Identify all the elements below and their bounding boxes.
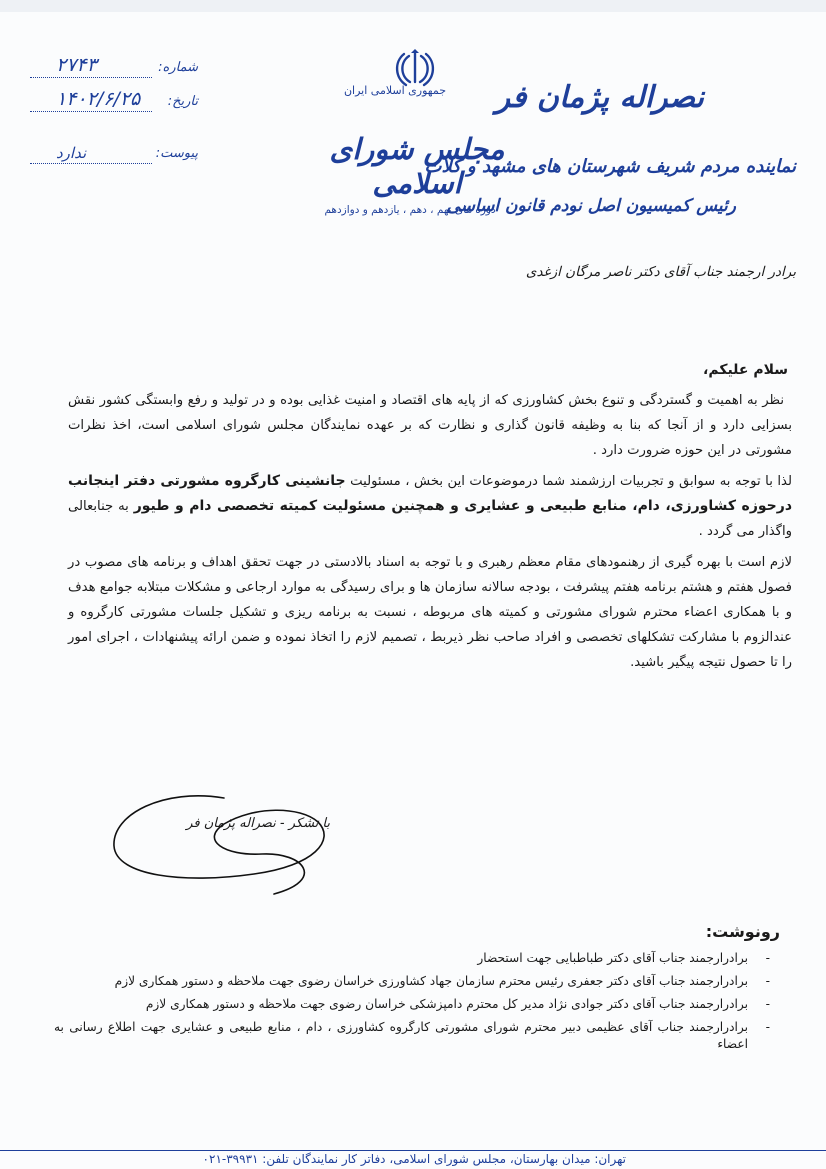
recipient-line: برادر ارجمند جناب آقای دکتر ناصر مرگان ازغدی [525, 264, 796, 280]
scan-edge [0, 0, 826, 12]
letter-body [68, 388, 792, 675]
paragraph-2-start: لذا با توجه به سوابق و تجربیات ارزشمند شما درموضوعات این بخش ، مسئولیت [350, 474, 792, 489]
cc-dash: - [765, 974, 770, 988]
cc-item-text: برادرارجمند جناب آقای دکتر جعفری رئیس محترم سازمان جهاد کشاورزی خراسان رضوی جهت ملاحظه و دستور همکاری لازم [114, 974, 748, 988]
country-name: جمهوری اسلامی ایران [343, 84, 447, 97]
iran-emblem-icon [392, 48, 438, 88]
sender-constituency: نماینده مردم شریف شهرستان های مشهد و کلات [424, 156, 796, 177]
attachment-row [20, 140, 198, 170]
letter-date-label: تاریخ: [167, 94, 198, 109]
cc-item [54, 973, 770, 990]
parliament-terms: دوره های نهم ، دهم ، یازدهم و دوازدهم [324, 204, 496, 216]
paragraph-1: نظر به اهمیت و گستردگی و تنوع بخش کشاورزی که از پایه های اقتصاد و امنیت غذایی بوده و در تولید و رفع وابستگی کشور نقش بسزایی دارد و از آنجا که بنا به وظیفه قانون گذاری و نظارت که بر عهده نمایندگان مجلس شورای اسلامی است، اخذ نظرات مشورتی در این حوزه ضرورت دارد . [68, 393, 792, 458]
cc-item [54, 950, 770, 967]
cc-list [54, 950, 770, 1059]
cc-title: رونوشت: [705, 922, 780, 941]
letter-date-row [20, 88, 198, 118]
sender-committee: رئیس کمیسیون اصل نودم قانون اساسی [446, 196, 736, 216]
cc-item-text: برادرارجمند جناب آقای دکتر طباطبایی جهت استحضار [477, 951, 748, 965]
paragraph-3: لازم است با بهره گیری از رهنمودهای مقام معظم رهبری و با توجه به اسناد بالادستی در جهت تحقق اهداف و برنامه های مصوب در فصول هفتم و هشتم برنامه هفتم پیشرفت ، بودجه سالانه سازمان ها و برای رسیدگی به موارد ارجاعی و مشکلات مبتلابه جوامع هدف و با همکاری اعضاء محترم شورای مشورتی و کمیته های مربوطه ، نسبت به برنامه ریزی و تشکیل جلسات مشورتی کارگروه و عندالزوم با مشارکت تشکلهای تخصصی و افراد صاحب نظر ذیربط ، تصمیم لازم را اتخاذ نموده و ضمن ارائه پیشنهادات ، اجرای امور را تا حصول نتیجه پیگیر باشید. [68, 555, 792, 670]
footer-divider [0, 1150, 826, 1151]
sender-name: نصراله پژمان فر [495, 80, 704, 115]
letter-number-row [20, 54, 198, 84]
cc-item [54, 996, 770, 1013]
dotted-line [30, 163, 152, 164]
cc-item-text: برادرارجمند جناب آقای دکتر جوادی نژاد مدیر کل محترم دامپزشکی خراسان رضوی جهت ملاحظه و دستور همکاری لازم [145, 997, 748, 1011]
cc-dash: - [765, 1020, 770, 1034]
paragraph-2 [68, 469, 792, 544]
letter-date-value: ۱۴۰۲/۶/۲۵ [56, 88, 141, 110]
letter-number-value: ۲۷۴۳ [56, 54, 97, 76]
dotted-line [30, 77, 152, 78]
signature-text: با تشکر - نصراله پژمان فر [186, 816, 330, 831]
attachment-label: پیوست: [155, 146, 198, 161]
cc-dash: - [765, 997, 770, 1011]
signature-block [104, 784, 344, 904]
footer-address: تهران: میدان بهارستان، مجلس شورای اسلامی، دفاتر کار نمایندگان تلفن: ۳۹۹۳۱-۰۲۱ [202, 1152, 626, 1166]
cc-item [54, 1019, 770, 1053]
parliament-name: مجلس شورای اسلامی [329, 132, 505, 200]
paragraph-2-end: به جنابعالی واگذار می گردد . [68, 499, 792, 539]
cc-item-text: برادرارجمند جناب آقای عظیمی دبیر محترم شورای مشورتی کارگروه کشاورزی ، دام ، منابع طبیعی و عشایری جهت اطلاع رسانی به اعضاء [54, 1020, 748, 1051]
letter-number-label: شماره: [158, 60, 198, 75]
cc-dash: - [765, 951, 770, 965]
signature-scribble-icon [104, 784, 344, 904]
dotted-line [30, 111, 152, 112]
greeting: سلام علیکم، [703, 362, 788, 378]
paragraph-2-bold: جانشینی کارگروه مشورتی دفتر اینجانب درحوزه کشاورزی، دام، منابع طبیعی و عشایری و همچنین مسئولیت کمیته تخصصی دام و طیور [68, 473, 792, 514]
attachment-value: ندارد [56, 144, 87, 162]
